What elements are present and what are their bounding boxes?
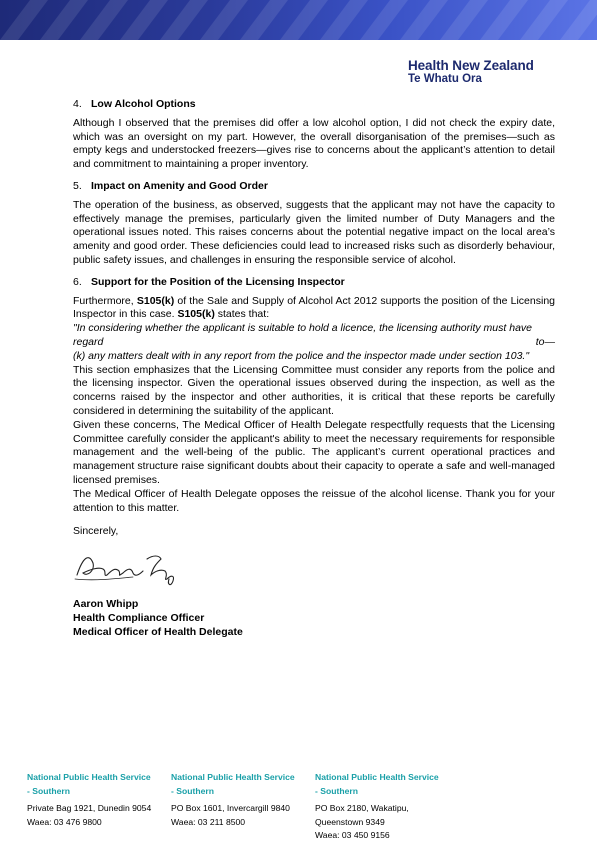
- statute-reference: S105(k): [136, 294, 175, 307]
- footer-org-name: National Public Health Service: [27, 772, 151, 782]
- footer-org-name: National Public Health Service: [315, 772, 439, 782]
- support-paragraph-1: This section emphasizes that the Licensing Committee must consider any reports from the police and the licensing inspector. Given the operational issues observed during the inspection, as well as the concerns raised by the inspector and other authorities, it is critical that these reports be carefully considered in determining the suitability of the applicant.: [73, 363, 555, 417]
- footer-phone: Waea: 03 450 9156: [315, 830, 390, 840]
- signatory-block: [73, 597, 555, 639]
- letter-body: [73, 98, 555, 639]
- section-title: Low Alcohol Options: [91, 98, 196, 110]
- health-nz-logo: [408, 58, 568, 86]
- handwritten-signature: [73, 545, 555, 593]
- intro-text: of the Sale and Supply of Alcohol Act 2012 supports the position of the Licensing Inspector in this case.: [73, 294, 556, 321]
- footer-phone: Waea: 03 476 9800: [27, 816, 102, 827]
- signatory-title: Health Compliance Officer: [73, 612, 205, 625]
- footer-org-region: - Southern: [27, 785, 70, 796]
- signoff: Sincerely,: [73, 525, 119, 538]
- quote-word-right: to—: [535, 335, 555, 348]
- section-title: Impact on Amenity and Good Order: [91, 179, 268, 192]
- section-heading-5: [73, 180, 555, 194]
- header-banner: [0, 0, 597, 40]
- quote-word-left: regard: [73, 335, 104, 348]
- logo-main-text: Health New Zealand: [408, 58, 534, 73]
- statute-reference: S105(k): [177, 308, 215, 321]
- statute-quote-line2: [73, 336, 555, 350]
- signatory-title: Medical Officer of Health Delegate: [73, 626, 243, 639]
- section-heading-6: [73, 276, 555, 290]
- support-paragraph-3: The Medical Officer of Health Delegate opposes the reissue of the alcohol license. Thank you for your attention to this matter.: [73, 487, 555, 514]
- section-heading-4: [73, 98, 555, 112]
- intro-text: Furthermore,: [73, 294, 137, 307]
- logo-sub-text: Te Whatu Ora: [408, 73, 482, 85]
- support-intro: [73, 295, 555, 323]
- footer-address: PO Box 2180, Wakatipu,: [315, 803, 409, 813]
- banner-pattern: [0, 0, 597, 40]
- footer-office-dunedin: [27, 771, 167, 829]
- section-number: 5.: [73, 179, 82, 192]
- footer-address: Private Bag 1921, Dunedin 9054: [27, 803, 152, 813]
- footer-office-invercargill: [171, 771, 311, 829]
- footer-office-queenstown: [315, 771, 465, 843]
- footer-address-line2: Queenstown 9349: [315, 816, 385, 827]
- section-paragraph: The operation of the business, as observed, suggests that the applicant may not have the capacity to effectively manage the premises, particularly given the limited number of Duty Managers and the operational issues noted. This raises concerns about the potential negative impact on the local area’s amenity and good order. These deficiencies could lead to increased risks such as disorderly behaviour, public safety issues, and challenges in ensuring the responsible service of alcohol.: [73, 198, 555, 266]
- statute-quote-line3: (k) any matters dealt with in any report from the police and the inspector made under section 103.": [73, 349, 530, 362]
- section-paragraph: Although I observed that the premises did offer a low alcohol option, I did not check the expiry date, which was an oversight on my part. However, the overall disorganisation of the premises—such as empty kegs and understocked freezers—gives rise to concerns about the applicant’s attention to detail and commitment to maintaining a proper inventory.: [73, 116, 555, 171]
- footer-org-region: - Southern: [315, 785, 358, 796]
- section-number: 4.: [73, 98, 82, 110]
- footer-org-region: - Southern: [171, 785, 214, 796]
- statute-quote-line1: "In considering whether the applicant is suitable to hold a licence, the licensing authority must have: [73, 322, 532, 335]
- intro-text: states that:: [214, 308, 270, 321]
- footer-address: PO Box 1601, Invercargill 9840: [171, 803, 290, 813]
- section-title: Support for the Position of the Licensing Inspector: [91, 275, 345, 288]
- footer-org-name: National Public Health Service: [171, 772, 295, 782]
- signatory-name: Aaron Whipp: [73, 598, 139, 611]
- footer-phone: Waea: 03 211 8500: [171, 816, 246, 827]
- support-paragraph-2: Given these concerns, The Medical Officer of Health Delegate respectfully requests that the Licensing Committee carefully consider the applicant's ability to meet the necessary requirements for responsible management and the well-being of the public. The applicant’s current operational practices and management structure raise significant doubts about their capacity to operate a safe and well-managed licensed premises.: [73, 418, 555, 486]
- signature-image: [73, 545, 183, 589]
- section-number: 6.: [73, 275, 82, 288]
